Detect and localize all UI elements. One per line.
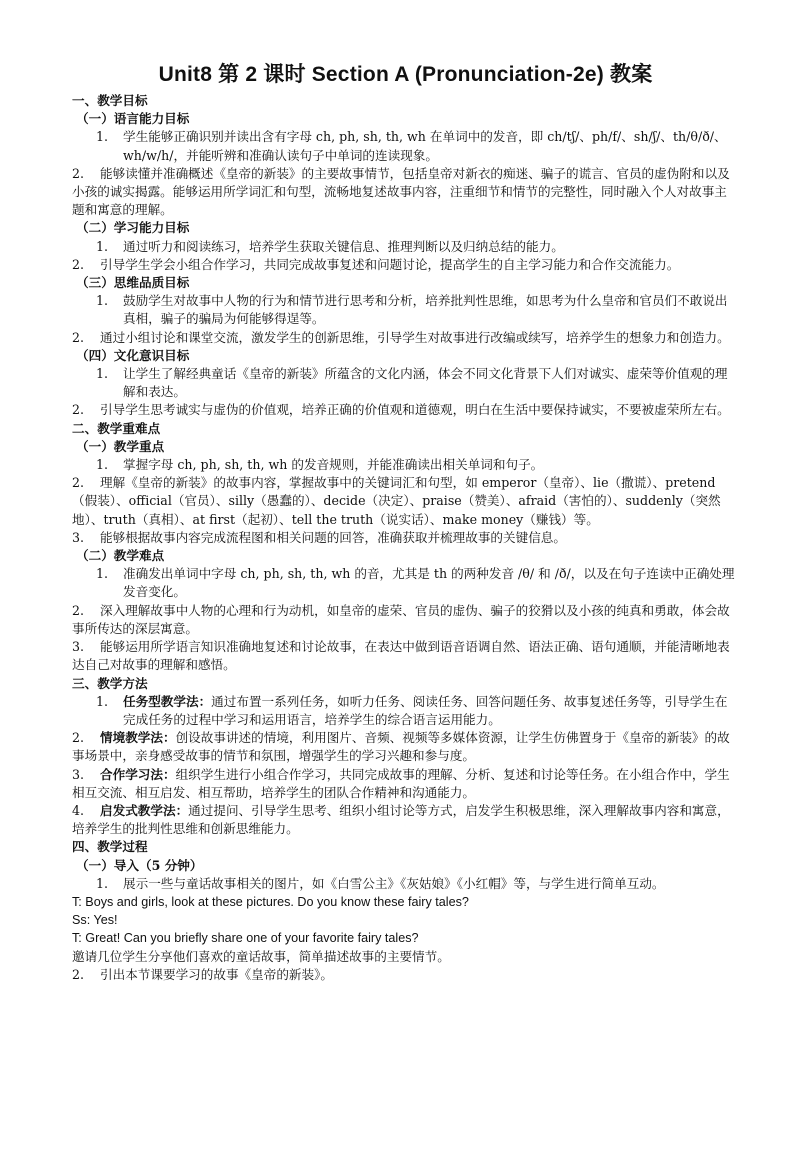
list-number: 2. [72,402,85,418]
list-number: 1. [96,366,109,382]
subsection-heading: （四）文化意识目标 [76,347,190,363]
list-item [96,875,739,893]
list-item [96,693,739,729]
list-number: 2. [72,256,85,272]
list-text: 引出本节课要学习的故事《皇帝的新装》。 [100,966,333,982]
list-item [72,638,739,674]
list-number: 2. [72,329,85,345]
dialogue-line: Ss: Yes! [72,913,118,928]
list-number: 1. [96,457,109,473]
list-text: 能够读懂并准确概述《皇帝的新装》的主要故事情节，包括皇帝对新衣的痴迷、骗子的谎言、官员的虚伪附和以及小孩的诚实揭露。能够运用所学词汇和句型，流畅地复述故事内容，注重细节和情节的完整性，同时融入个人对故事主题和寓意的理解。 [72,165,730,218]
list-number: 1. [96,693,109,709]
list-text: 组织学生进行小组合作学习，共同完成故事的理解、分析、复述和讨论等任务。在小组合作中，学生相互交流、相互启发、相互帮助，培养学生的团队合作精神和沟通能力。 [72,766,730,800]
section-heading: 一、教学目标 [72,93,148,108]
list-item [96,292,739,328]
paragraph: 邀请几位学生分享他们喜欢的童话故事，简单描述故事的主要情节。 [72,948,450,964]
list-number: 1. [96,238,109,254]
list-text: 展示一些与童话故事相关的图片，如《白雪公主》《灰姑娘》《小红帽》等，与学生进行简单互动。 [123,875,665,891]
list-item [72,256,739,274]
list-item [72,329,739,347]
list-text: 让学生了解经典童话《皇帝的新装》所蕴含的文化内涵，体会不同文化背景下人们对诚实、虚荣等价值观的理解和表达。 [123,366,728,400]
list-item [72,766,739,802]
list-number: 1. [96,129,109,145]
list-item [72,966,739,984]
list-text: 鼓励学生对故事中人物的行为和情节进行思考和分析，培养批判性思维，如思考为什么皇帝和官员们不敢说出真相，骗子的骗局为何能够得逞等。 [123,293,728,327]
list-number: 2. [72,602,85,618]
list-text: 通过小组讨论和课堂交流，激发学生的创新思维，引导学生对故事进行改编或续写，培养学生的想象力和创造力。 [100,329,730,345]
method-description: 通过布置一系列任务，如听力任务、阅读任务、回答问题任务、故事复述任务等，引导学生在完成任务的过程中学习和运用语言，培养学生的综合语言运用能力。 [123,693,728,727]
list-item [96,365,739,401]
list-item [72,602,739,638]
list-text: 准确发出单词中字母 ch, ph, sh, th, wh 的音，尤其是 th 的两种发音 /θ/ 和 /ð/，以及在句子连读中正确处理发音变化。 [123,566,735,600]
page-title: Unit8 第 2 课时 Section A (Pronunciation-2e) 教案 [158,63,653,86]
list-text: 学生能够正确识别并读出含有字母 ch, ph, sh, th, wh 在单词中的发音，即 ch/tʃ/、ph/f/、sh/ʃ/、th/θ/ð/、wh/w/h/，并能听辨和准确认读句子中单词的连读现象。 [123,129,727,163]
list-item [72,802,739,838]
subsection-heading: （二）教学难点 [76,548,165,564]
list-text [123,693,739,729]
subsection-heading: （一）教学重点 [76,438,165,454]
list-text: 掌握字母 ch, ph, sh, th, wh 的发音规则，并能准确读出相关单词和句子。 [123,457,544,473]
dialogue-line: T: Boys and girls, look at these pictures. Do you know these fairy tales? [72,894,469,909]
method-name: 任务型教学法： [123,693,212,709]
subsection-heading: （三）思维品质目标 [76,275,190,291]
list-number: 1. [96,293,109,309]
list-number: 2. [72,165,85,181]
list-text: 通过提问、引导学生思考、组织小组讨论等方式，启发学生积极思维，深入理解故事内容和寓意，培养学生的批判性思维和创新思维能力。 [72,802,730,837]
list-text: 创设故事讲述的情境，利用图片、音频、视频等多媒体资源，让学生仿佛置身于《皇帝的新装》的故事场景中，亲身感受故事的情节和氛围，增强学生的学习兴趣和参与度。 [72,730,730,764]
list-item [72,529,739,547]
method-name: 情境教学法： [100,730,176,746]
document-body [72,92,739,984]
list-text: 引导学生思考诚实与虚伪的价值观，培养正确的价值观和道德观，明白在生活中要保持诚实，不要被虚荣所左右。 [100,402,730,418]
section-heading: 三、教学方法 [72,675,148,691]
list-text: 引导学生学会小组合作学习，共同完成故事复述和问题讨论，提高学生的自主学习能力和合作交流能力。 [100,256,680,272]
list-text: 通过听力和阅读练习，培养学生获取关键信息、推理判断以及归纳总结的能力。 [123,238,564,254]
list-number: 2. [72,730,85,746]
list-number: 1. [96,875,109,891]
method-name: 合作学习法： [100,766,176,782]
dialogue-line: T: Great! Can you briefly share one of your favorite fairy tales? [72,931,419,946]
section-heading: 四、教学过程 [72,839,148,855]
subsection-heading: （一）导入（5 分钟） [76,857,203,873]
list-text: 能够根据故事内容完成流程图和相关问题的回答，准确获取并梳理故事的关键信息。 [100,529,566,545]
list-number: 4. [72,802,85,818]
list-number: 2. [72,966,85,982]
list-item [96,128,739,164]
list-text: 深入理解故事中人物的心理和行为动机，如皇帝的虚荣、官员的虚伪、骗子的狡猾以及小孩的纯真和勇敢，体会故事所传达的深层寓意。 [72,602,730,636]
method-name: 启发式教学法： [100,802,189,818]
list-number: 3. [72,766,85,782]
list-item [96,456,739,474]
list-item [96,565,739,601]
subsection-heading: （一）语言能力目标 [76,111,190,127]
list-item [72,401,739,419]
list-text: 能够运用所学语言知识准确地复述和讨论故事，在表达中做到语音语调自然、语法正确、语句通顺，并能清晰地表达自己对故事的理解和感悟。 [72,639,730,673]
list-item [72,474,739,529]
list-text: 理解《皇帝的新装》的故事内容，掌握故事中的关键词汇和句型，如 emperor（皇帝）、lie（撒谎）、pretend（假装）、official（官员）、silly（愚蠢的）、decide（决定）、praise（赞美）、afraid（害怕的）、suddenly（突然地）、truth（真相）、at first（起初）、tell the truth（说实话）、make money（赚钱）等。 [72,475,721,527]
list-item [72,165,739,220]
list-item [96,238,739,256]
list-number: 2. [72,475,85,491]
subsection-heading: （二）学习能力目标 [76,220,190,236]
list-number: 3. [72,529,85,545]
list-number: 3. [72,639,85,655]
list-item [72,729,739,765]
list-number: 1. [96,566,109,582]
section-heading: 二、教学重难点 [72,420,161,436]
